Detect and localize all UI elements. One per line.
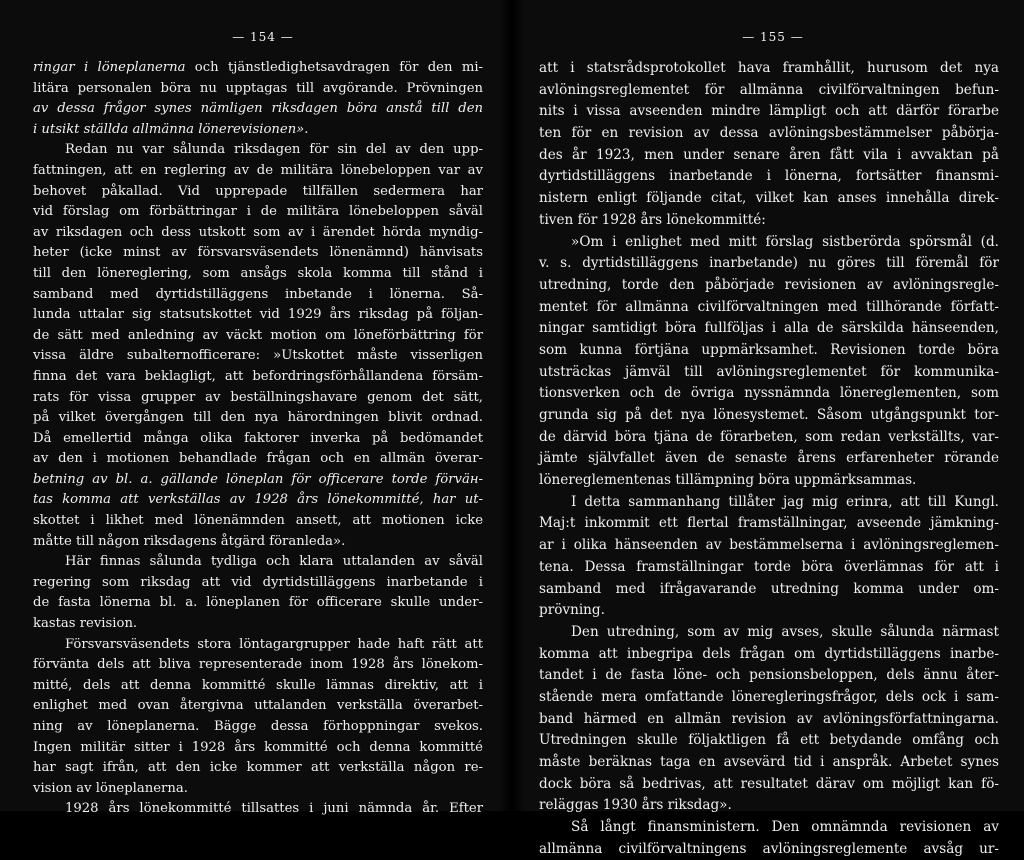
text-line: Då emellertid många olika faktorer inverka på bedömandet: [33, 430, 483, 446]
text-line: måtte till någon riksdagens åtgärd föranleda».: [33, 533, 346, 549]
text-line: vid förslag om förbättringar i de militära lönebeloppen såväl: [33, 204, 483, 220]
right-page: [512, 0, 1024, 857]
text-line: förvänta dels att bliva representerade inom 1928 års lönekom-: [33, 657, 483, 673]
text-line: heter (icke minst av försvarsväsendets lönenämnd) hänvisats: [33, 245, 483, 261]
text-line: avlöningsreglementet för allmänna civilförvaltningen befun-: [539, 81, 999, 98]
text-line: samband med ifrågavarande utredning komma under om-: [539, 580, 999, 597]
text-line: dock böra så bedrivas, att resultatet därav om möjligt kan fö-: [539, 775, 999, 792]
text-line: på vilket övergången till den nya härordningen blivit ordnad.: [33, 410, 483, 426]
text-line: lönereglementenas tillämpning böra uppmärksammas.: [539, 472, 917, 489]
text-line: reläggas 1930 års riksdag».: [539, 797, 732, 814]
text-line: ningar samtidigt böra fullföljas i alla de särskilda hänseenden,: [539, 320, 999, 337]
text-line: 1928 års lönekommitté tillsattes i juni nämnda år. Efter: [65, 801, 483, 817]
text-line: skottet i likhet med lönenämnden ansett, att motionen icke: [33, 513, 483, 529]
text-line: har sagt ifrån, att den icke kommer att verkställa någon re-: [33, 760, 483, 776]
text-line: de sätt med anledning av väckt motion om löneförbättring för: [33, 327, 483, 343]
text-line: måste beräknas taga en avsevärd tid i anspråk. Arbetet synes: [539, 754, 999, 770]
text-line: Den utredning, som av mig avses, skulle sålunda närmast: [571, 623, 999, 640]
text-line: allmänna civilförvaltningens avlöningsreglemente avsåg ur-: [539, 840, 999, 857]
text-line: betning av bl. a. gällande löneplan för officerare torde förväн-: [33, 471, 483, 487]
text-line: som kunna förtjäna uppmärksamhet. Revisionen torde böra: [539, 341, 999, 358]
text-line: des år 1923, men under senare åren fått vila i avvaktan på: [539, 146, 999, 163]
text-line: rats för vissa grupper av beställningshavare genom det sätt,: [33, 389, 483, 405]
text-line: att i statsrådsprotokollet hava framhållit, hurusom det nya: [539, 60, 999, 76]
text-line: nistern enligt följande citat, vilket kan anses innehålla direk-: [539, 190, 999, 207]
text-line: Redan nu var sålunda riksdagen för sin del av den upp-: [65, 142, 483, 158]
text-line: grunda sig på det nya lönesystemet. Såsom utgångspunkt tor-: [539, 407, 999, 423]
text-line: tandet i de fasta löne- och pensionsbeloppen, dels ännu åter-: [539, 667, 999, 684]
text-line: v. s. dyrtidstilläggens inarbetande) nu göres till föremål för: [539, 255, 999, 272]
text-line: nits i vissa avseenden mindre lämpligt och att därför förarbe: [539, 103, 999, 120]
text-line: Så långt finansministern. Den omnämnda revisionen av: [571, 819, 999, 836]
text-line: tas komma att verkställas av 1928 års lönekommitté, har ut-: [33, 492, 483, 508]
text-line: vissa äldre subalternofficerare: »Utskottet måste visserligen: [33, 348, 483, 364]
text-line: fattningen, att en reglering av de militära lönebeloppen var av: [33, 162, 483, 178]
text-line: tiven för 1928 års lönekommitté:: [539, 211, 766, 228]
text-line: mitté, dels att denna kommitté skulle lämnas direktiv, att i: [33, 677, 483, 693]
text-line: till den lönereglering, som ansågs skola komma till stånd i: [33, 265, 483, 281]
text-line: mentet för allmänna civilförvaltningen med tillhörande författ-: [539, 298, 999, 315]
text-line: kastas revision.: [33, 616, 138, 632]
text-line: Maj:t inkommit ett flertal framställningar, avseende jämkning-: [539, 515, 999, 532]
text-line: lunda uttalar sig statsutskottet vid 1929 års riksdag på följan-: [33, 307, 483, 323]
page-number-right: — 155 —: [742, 30, 804, 44]
text-line: Utredningen skulle följaktligen få ett betydande omfång och: [539, 732, 999, 749]
text-line: Ingen militär sitter i 1928 års kommitté och denna kommitté: [33, 739, 483, 755]
text-line: i utsikt ställda allmänna lönerevisionen».: [33, 121, 309, 137]
text-line: Här finnas sålunda tydliga och klara uttalanden av såväl: [65, 554, 483, 570]
right-page-text: [539, 58, 999, 860]
text-line: Försvarsväsendets stora löntagargrupper hade haft rätt att: [65, 636, 483, 652]
book-gutter: [500, 0, 524, 811]
text-line: dyrtidstilläggens inarbetande i lönerna, fortsätter finansmi-: [539, 168, 999, 185]
text-line: enlighet med ovan återgivna uttalanden verkställa överarbet-: [33, 698, 483, 714]
text-line: utredning, torde den påbörjade revisionen av avlöningsregle-: [539, 276, 999, 293]
text-line: samband med dyrtidstilläggens inbetande i lönerna. Så-: [33, 286, 483, 302]
text-line: finna det vara beklagligt, att befordringsförhållandena försäm-: [33, 368, 483, 384]
text-line: I detta sammanhang tillåter jag mig erinra, att till Kungl.: [571, 493, 999, 510]
text-line: utsträckas jämväl till avlöningsreglementet för kommunika-: [539, 363, 999, 380]
text-line: »Om i enlighet med mitt förslag sistberörda spörsmål (d.: [571, 233, 999, 250]
text-line: ringar i löneplanerna och tjänstledighetsavdragen för den mi-: [33, 60, 483, 75]
text-line: vision av löneplanerna.: [33, 780, 188, 796]
text-line: prövning.: [539, 602, 605, 619]
text-line: regering som riksdag att vid dyrtidstilläggens inarbetande i: [33, 574, 483, 590]
left-page-text: [33, 58, 483, 820]
text-line: behovet påkallad. Vid upprepade tillfällen sedermera har: [33, 183, 483, 199]
left-page: [0, 0, 512, 817]
text-line: av den i motionen behandlade frågan och en allmän överar-: [33, 451, 483, 467]
text-line: tionsverken och de övriga nyssnämnda lönereglementen, som: [539, 385, 999, 402]
text-line: de fasta lönerna bl. a. löneplanen för officerare skulle under-: [33, 595, 483, 611]
text-line: ten för en revision av dessa avlöningsbestämmelser påbörja-: [539, 125, 999, 142]
text-line: komma att inbegripa dels frågan om dyrtidstilläggens inarbe-: [539, 645, 999, 662]
text-line: ar i olika hänseenden av bestämmelserna i avlöningsreglemen-: [539, 537, 999, 554]
text-line: stående mera omfattande löneregleringsfrågor, dels ock i sam-: [539, 688, 999, 705]
text-line: litära personalen böra nu upptagas till avgörande. Prövningen: [33, 80, 483, 96]
text-line: jämte självfallet även de senaste årens erfarenheter rörande: [539, 450, 999, 467]
text-line: band härmed en allmän revision av avlöningsförfattningarna.: [539, 710, 999, 727]
text-line: de därvid böra tjäna de förarbeten, som redan verkställts, var-: [539, 428, 999, 445]
text-line: ning av löneplanerna. Bägge dessa förhoppningar svekos.: [33, 719, 483, 734]
text-line: tena. Dessa framställningar torde böra överlämnas för att i: [539, 558, 999, 575]
text-line: av riksdagen och dess utskott som av i ärendet hörda myndig-: [33, 224, 483, 240]
text-line: av dessa frågor synes nämligen riksdagen böra anstå till den: [33, 101, 483, 117]
page-number-left: — 154 —: [232, 30, 294, 44]
